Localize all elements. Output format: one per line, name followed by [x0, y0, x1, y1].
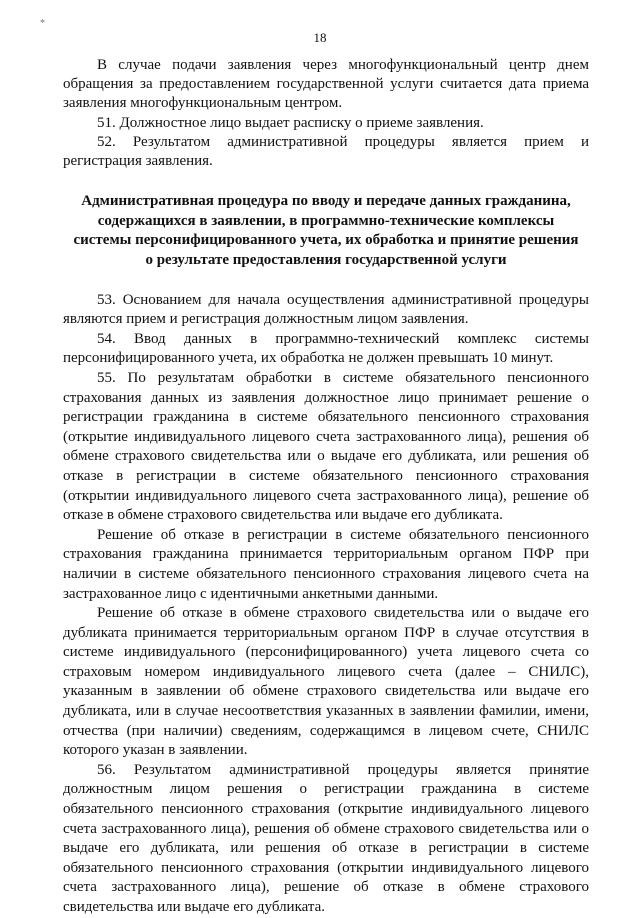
page-content [63, 56, 589, 918]
paragraph-refusal-exchange: Решение об отказе в обмене страхового свидетельства или о выдаче его дубликата принимается территориальным органом ПФР в случае отсутствия в системе индивидуального (персонифицированного) учета лицевого счета со страховым номером индивидуального лицевого счета (далее – СНИЛС), указанным в заявлении об обмене страхового свидетельства или выдаче его дубликата, или в случае несоответствия указанных в заявлении фамилии, имени, отчества (при наличии) сведениям, содержащимся в лицевом счете, СНИЛС которого указан в заявлении. [63, 605, 589, 759]
paragraph-55: 55. По результатам обработки в системе обязательного пенсионного страхования данных из заявления должностное лицо принимает решение о регистрации гражданина в системе обязательного пенсионного страхования (открытие индивидуального лицевого счета застрахованного лица), решения об обмене страхового свидетельства или о выдаче его дубликата, или решения об отказе в регистрации в системе обязательного пенсионного страхования (открытии индивидуального лицевого счета застрахованного лица), решение об отказе в обмене страхового свидетельства или выдаче его дубликата. [63, 369, 589, 524]
corner-mark: * [40, 18, 45, 29]
paragraph: В случае подачи заявления через многофункциональный центр днем обращения за предоставлением государственной услуги считается дата приема заявления многофункциональным центром. [63, 57, 589, 112]
paragraph-56: 56. Результатом административной процедуры является принятие должностным лицом решения о регистрации гражданина в системе обязательного пенсионного страхования (открытие индивидуального лицевого счета застрахованного лица), решения об обмене страхового свидетельства или о выдаче его дубликата, или решения об отказе в регистрации в системе обязательного пенсионного страхования (открытии индивидуального лицевого счета застрахованного лица), решение об отказе в обмене страхового свидетельства или выдаче его дубликата. [63, 761, 589, 915]
page-number: 18 [313, 30, 327, 45]
paragraph-52: 52. Результатом административной процедуры является прием и регистрация заявления. [63, 133, 589, 170]
paragraph-53: 53. Основанием для начала осуществления административной процедуры являются прием и регистрация должностным лицом заявления. [63, 291, 589, 328]
paragraph-51: 51. Должностное лицо выдает расписку о приеме заявления. [97, 114, 484, 131]
paragraph-refusal-registration: Решение об отказе в регистрации в системе обязательного пенсионного страхования гражданина принимается территориальным органом ПФР при наличии в системе обязательного пенсионного страхования лицевого счета на застрахованное лицо с идентичными анкетными данными. [63, 526, 589, 602]
paragraph-54: 54. Ввод данных в программно-технический комплекс системы персонифицированного учета, их обработка не должен превышать 10 минут. [63, 330, 589, 367]
section-heading: Административная процедура по вводу и передаче данных гражданина, содержащихся в заявлении, в программно-технические комплексы системы персонифицированного учета, их обработка и принятие решения о результате предоставления государственной услуги [73, 193, 579, 268]
